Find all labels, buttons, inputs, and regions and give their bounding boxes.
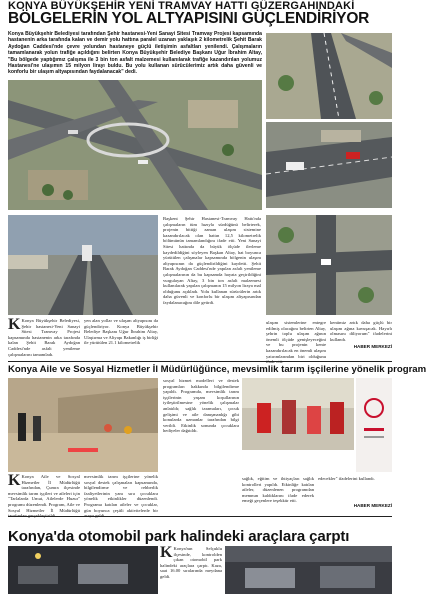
divider: [8, 361, 392, 362]
article-column: sosyal hizmet modelleri ve destek programları hakkında bilgilendirme yapıldı. Programda, mevsimlik tarım işçilerinin yaşam koşullarının iyileştirilmesine yönelik çalışmalar anlatıldı; sağlık taramaları, çocuk gelişimi ve aile danışmanlığı gibi konularda uzmanlar tarafından bilgi verildi. Etkinlik sonunda çocuklara hediyeler dağıtıldı.: [163, 378, 239, 434]
article-headline: BÖLGELERİN YOL ALTYAPISINI GÜÇLENDİRİYOR: [8, 10, 370, 27]
byline: HABER MERKEZİ: [353, 503, 392, 508]
article-column: K Konya'nın Selçuklu ilçesinde, kontrolden çıkan otomobil park halindeki araçlara çarptı. Kaza, saat 16.00 sıralarında meydana geldi.: [160, 544, 222, 579]
road-photo-right-top: [266, 33, 392, 119]
crash-photo-right: [225, 546, 392, 594]
tram-road-photo: [8, 215, 158, 315]
article-kicker: KONYA BÜYÜKŞEHİR YENİ TRAMVAY HATTI GÜZERGAHINDAKİ: [8, 0, 355, 12]
article-column: Başkent Şehir Hastanesi-Tramvay Hattı'nda çalışmaların tüm hızıyla sürdüğünü belirterek, projenin bittiği zaman ulaşım sistemine kazandırılacak olan hattın 12,5 kilometrelik bölümünün tamamlandığını ifade etti. Yeni Sanayi Sitesi hattında da büyük ölçüde ilerleme kaydedildiğini söyleyen Başkan Altay, hat boyunca yürütülen çalışmalar kapsamında bölgenin ulaşım altyapısının da güçlendirildiğini kaydetti. Şehit Barak Aydoğan Caddesi'nde yapılan asfalt yenileme çalışmalarının da bu kapsamda hayata geçirildiğini vurgulayan Altay, 3 bin ton asfalt malzemesi kullanılarak yapılan çalışmanın 15 milyon liraya mal olduğunu açıkladı. Yolu kullanan sürücülerin artık daha güvenli ve konforlu bir ulaşım altyapısından faydalanacağını dile getirdi.: [163, 216, 261, 305]
article-lead: Konya Büyükşehir Belediyesi tarafından Şehir hastanesi-Yeni Sanayi Sitesi Tramvay Projesi kapsamında hastanenin arka tarafında kalan ve demir yolu hattına paralel uzanan yaklaşık 2 kilometrelik Şehit Barak Aydoğan Caddesi'nde çevre yolundan hastaneye güçlü iletişimin asfaltları yenilendi. Çalışmaların tamamlanarak yolun trafiğe açıldığını belirten Konya Büyükşehir Belediye Başkanı Uğur İbrahim Altay, "Bu bölgede yaptığımız çalışma ile 3 bin ton asfalt malzemesi kullanılarak trafiğe kazandırılan yolumuz Hastanesi'ne ulaşımın 15 milyon lirayı buldu. Bu yolu kullanan sürücülerimiz artık daha güvenli ve konforlu bir ulaşım altyapısından faydalanacak" dedi.: [8, 31, 262, 76]
article-column: ulaşım sistemlerine entegre edilmiş olacağını belirten Altay, şehrin toplu ulaşım ağının önemli ölçüde genişleyeceğini ve bu projenin kente kazandırılacak en önemli ulaşım yatırımlarından biri olduğunu: [266, 320, 326, 359]
article-column: K Konya Aile ve Sosyal Hizmetler İl Müdürlüğü tarafından, Çumra ilçesinde mevsimlik tarım işçileri ve aileleri için "Tarlalarda Umut, Ailelerde Huzur" programı düzenlendi. Program, Aile ve Sosyal Hizmetler İl Müdürlüğü: [8, 472, 80, 513]
byline: HABER MERKEZİ: [353, 344, 392, 349]
event-photo-mid: [242, 378, 354, 450]
drop-cap: K: [8, 316, 21, 333]
article-column: yen alan yollar ve ulaşım altyapısını da güçlendiriyor. Konya Büyükşehir Belediye Başkanı Uğur İbrahim Altay, Ulaştırma ve Altyapı Bakanlığı iş birliği ile yürütülen 21.1 kilometrelik: [84, 318, 158, 346]
junction-photo: [266, 215, 392, 315]
aerial-road-photo: [8, 80, 262, 210]
drop-cap: K: [8, 472, 21, 489]
crash-photo-left: [8, 546, 158, 594]
article-column: kentimiz artık daha güçlü bir ulaşım ağına kavuşacak. Hayırlı olmasını diliyorum" ifadelerini kullandı.: [330, 320, 392, 342]
article-column: K Konya Büyükşehir Belediyesi, Şehir hastanesi-Yeni Sanayi Sitesi Tramvay Projesi kapsamında hastanenin arka tarafında kalan Şehit Barak Aydoğan Caddesi'nde asfalt yenileme çalışmalarını tamamladı.: [8, 316, 80, 357]
banner-photo: [356, 378, 392, 472]
divider: [8, 516, 392, 517]
article-headline: Konya Aile ve Sosyal Hizmetler İl Müdürlüğünce, mevsimlik tarım işçilerine yönelik program: [8, 364, 426, 375]
article-column: edecekler" ifadelerini kullandı.: [318, 476, 375, 481]
drop-cap: K: [160, 544, 173, 561]
road-photo-right-mid: [266, 122, 392, 208]
article-headline: Konya'da otomobil park halindeki araçlara çarptı: [8, 528, 350, 545]
event-photo-left: [8, 378, 158, 472]
article-column: mevsimlik tarım işçilerine yönelik sosyal destek çalışmaları kapsamında, bilgilendirme ve rehberlik faaliyetlerinin yanı sıra çocuklara yönelik etkinlikler düzenlendi. Programa katılan aileler ve çocuklar, gün boyunca çeşitli aktivitelerde bir: [84, 474, 158, 513]
article-column: sağlık, eğitim ve ihtiyaçları sağlık kontrolleri yapıldı. Etkinliğe katılan aileler, düzenlenen programdan memnun kaldıklarını ifade ederek emeği geçenlere teşekkür etti.: [242, 476, 314, 504]
